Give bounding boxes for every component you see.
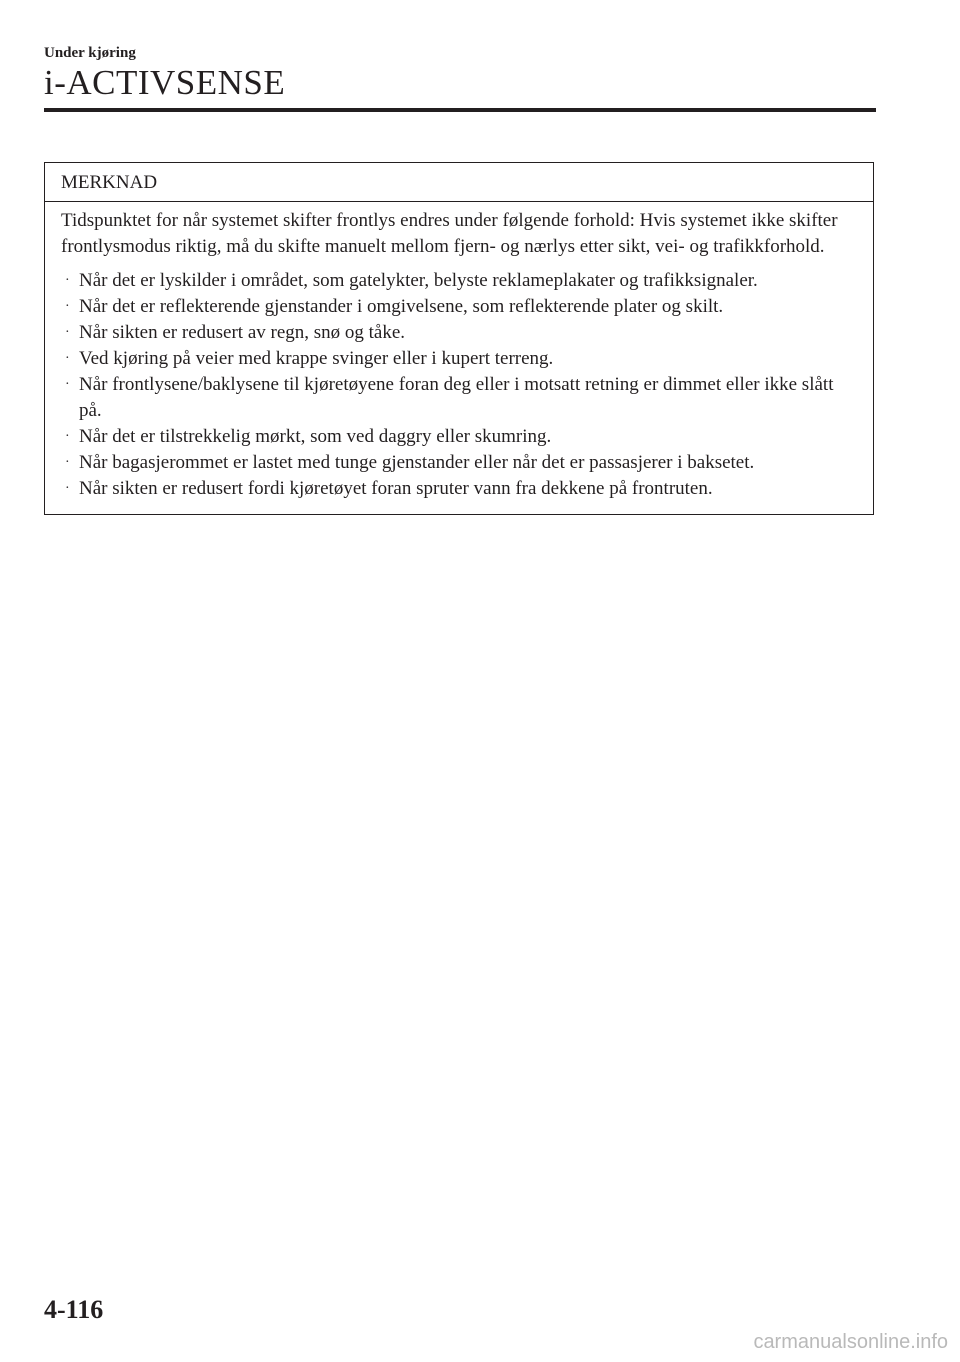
- condition-list: [61, 268, 857, 502]
- list-item: [61, 294, 857, 320]
- note-body: [45, 202, 873, 514]
- list-item: [61, 476, 857, 502]
- note-heading: MERKNAD: [45, 163, 873, 202]
- list-item-text: Når det er lyskilder i området, som gatelykter, belyste reklameplakater og trafikksignaler.: [79, 270, 758, 291]
- list-item-text: Ved kjøring på veier med krappe svinger eller i kupert terreng.: [79, 348, 554, 369]
- note-box: [44, 162, 874, 515]
- bullet-icon: ·: [65, 351, 70, 366]
- bullet-icon: ·: [65, 325, 70, 340]
- list-item: [61, 450, 857, 476]
- list-item-text: Når det er tilstrekkelig mørkt, som ved daggry eller skumring.: [79, 426, 552, 447]
- bullet-icon: ·: [65, 299, 70, 314]
- list-item: [61, 424, 857, 450]
- list-item: [61, 268, 857, 294]
- bullet-icon: ·: [65, 481, 70, 496]
- list-item-text: Når sikten er redusert fordi kjøretøyet foran spruter vann fra dekkene på frontruten.: [79, 478, 713, 499]
- page-number: 4-116: [44, 1295, 104, 1324]
- bullet-icon: ·: [65, 273, 70, 288]
- list-item-text: Når det er reflekterende gjenstander i omgivelsene, som reflekterende plater og skilt.: [79, 296, 724, 317]
- bullet-icon: ·: [65, 429, 70, 444]
- list-item-text: Når sikten er redusert av regn, snø og tåke.: [79, 322, 406, 343]
- note-intro: Tidspunktet for når systemet skifter frontlys endres under følgende forhold: Hvis systemet ikke skifter frontlysmodus riktig, må du skifte manuelt mellom fjern- og nærlys etter sikt, vei- og trafikkforhold.: [61, 210, 838, 257]
- page-title: i-ACTIVSENSE: [44, 63, 286, 102]
- watermark: carmanualsonline.info: [753, 1331, 948, 1353]
- list-item-text: Når frontlysene/baklysene til kjøretøyene foran deg eller i motsatt retning er dimmet eller ikke slått på.: [79, 374, 834, 421]
- section-label: Under kjøring: [44, 45, 136, 61]
- list-item: [61, 320, 857, 346]
- list-item: [61, 346, 857, 372]
- bullet-icon: ·: [65, 455, 70, 470]
- header-divider: [44, 108, 876, 112]
- list-item-text: Når bagasjerommet er lastet med tunge gjenstander eller når det er passasjerer i baksetet.: [79, 452, 755, 473]
- bullet-icon: ·: [65, 377, 70, 392]
- list-item: [61, 372, 857, 424]
